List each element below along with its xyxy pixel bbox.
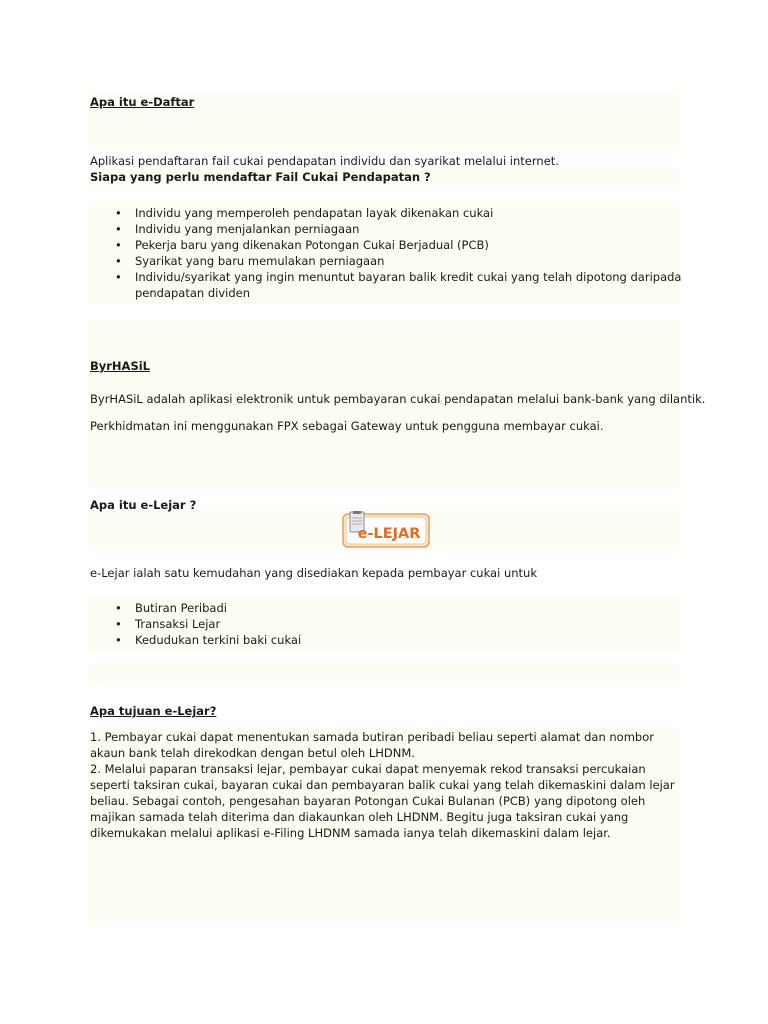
bullet-icon: • bbox=[115, 238, 122, 252]
edaftar-subheading: Siapa yang perlu mendaftar Fail Cukai Pendapatan ? bbox=[90, 170, 431, 184]
edaftar-heading: Apa itu e-Daftar bbox=[90, 95, 195, 109]
elejar-description: e-Lejar ialah satu kemudahan yang disediakan kepada pembayar cukai untuk bbox=[90, 566, 537, 580]
list-item-continuation: pendapatan dividen bbox=[135, 286, 251, 300]
elejar-logo-text: e-LEJAR bbox=[357, 526, 421, 542]
elejar-logo bbox=[342, 511, 430, 549]
byrhasil-para1: ByrHASiL adalah aplikasi elektronik untuk pembayaran cukai pendapatan melalui bank-bank yang dilantik. bbox=[90, 392, 706, 406]
edaftar-description: Aplikasi pendaftaran fail cukai pendapatan individu dan syarikat melalui internet. bbox=[90, 154, 559, 168]
tujuan-body: 1. Pembayar cukai dapat menentukan samada butiran peribadi beliau seperti alamat dan nombor akaun bank telah direkodkan dengan betul oleh LHDNM. 2. Melalui paparan transaksi lejar, pembayar cukai dapat menyemak rekod transaksi percukaian seperti taksiran cukai, bayaran cukai dan pembayaran balik cukai yang telah dikemaskini dalam lejar beliau. Sebagai contoh, pengesahan bayaran Potongan Cukai Bulanan (PCB) yang dipotong oleh majikan samada telah diterima dan diakaunkan oleh LHDNM. Begitu juga taksiran cukai yang dikemukakan melalui aplikasi e-Filing LHDNM samada ianya telah dikemaskini dalam lejar. bbox=[90, 730, 675, 840]
highlight-block bbox=[88, 664, 680, 684]
list-item: • Individu/syarikat yang ingin menuntut bayaran balik kredit cukai yang telah dipotong daripada bbox=[115, 270, 682, 284]
edaftar-list bbox=[90, 205, 681, 301]
byrhasil-heading: ByrHASiL bbox=[90, 359, 151, 373]
bullet-icon: • bbox=[115, 206, 122, 220]
byrhasil-para2: Perkhidmatan ini menggunakan FPX sebagai Gateway untuk pengguna membayar cukai. bbox=[90, 419, 604, 433]
list-item: • Kedudukan terkini baki cukai bbox=[115, 633, 302, 647]
bullet-icon: • bbox=[115, 222, 122, 236]
list-item: • Syarikat yang baru memulakan perniagaan bbox=[115, 254, 385, 268]
list-item: • Butiran Peribadi bbox=[115, 601, 227, 615]
list-item: • Pekerja baru yang dikenakan Potongan Cukai Berjadual (PCB) bbox=[115, 238, 489, 252]
bullet-icon: • bbox=[115, 270, 122, 284]
list-item: • Individu yang menjalankan perniagaan bbox=[115, 222, 360, 236]
bullet-icon: • bbox=[115, 617, 122, 631]
elejar-list bbox=[90, 600, 301, 648]
bullet-icon: • bbox=[115, 601, 122, 615]
elejar-heading: Apa itu e-Lejar ? bbox=[90, 498, 197, 512]
tujuan-heading: Apa tujuan e-Lejar? bbox=[90, 704, 217, 718]
list-item: • Transaksi Lejar bbox=[115, 617, 221, 631]
bullet-icon: • bbox=[115, 633, 122, 647]
bullet-icon: • bbox=[115, 254, 122, 268]
list-item: • Individu yang memperoleh pendapatan layak dikenakan cukai bbox=[115, 206, 494, 220]
